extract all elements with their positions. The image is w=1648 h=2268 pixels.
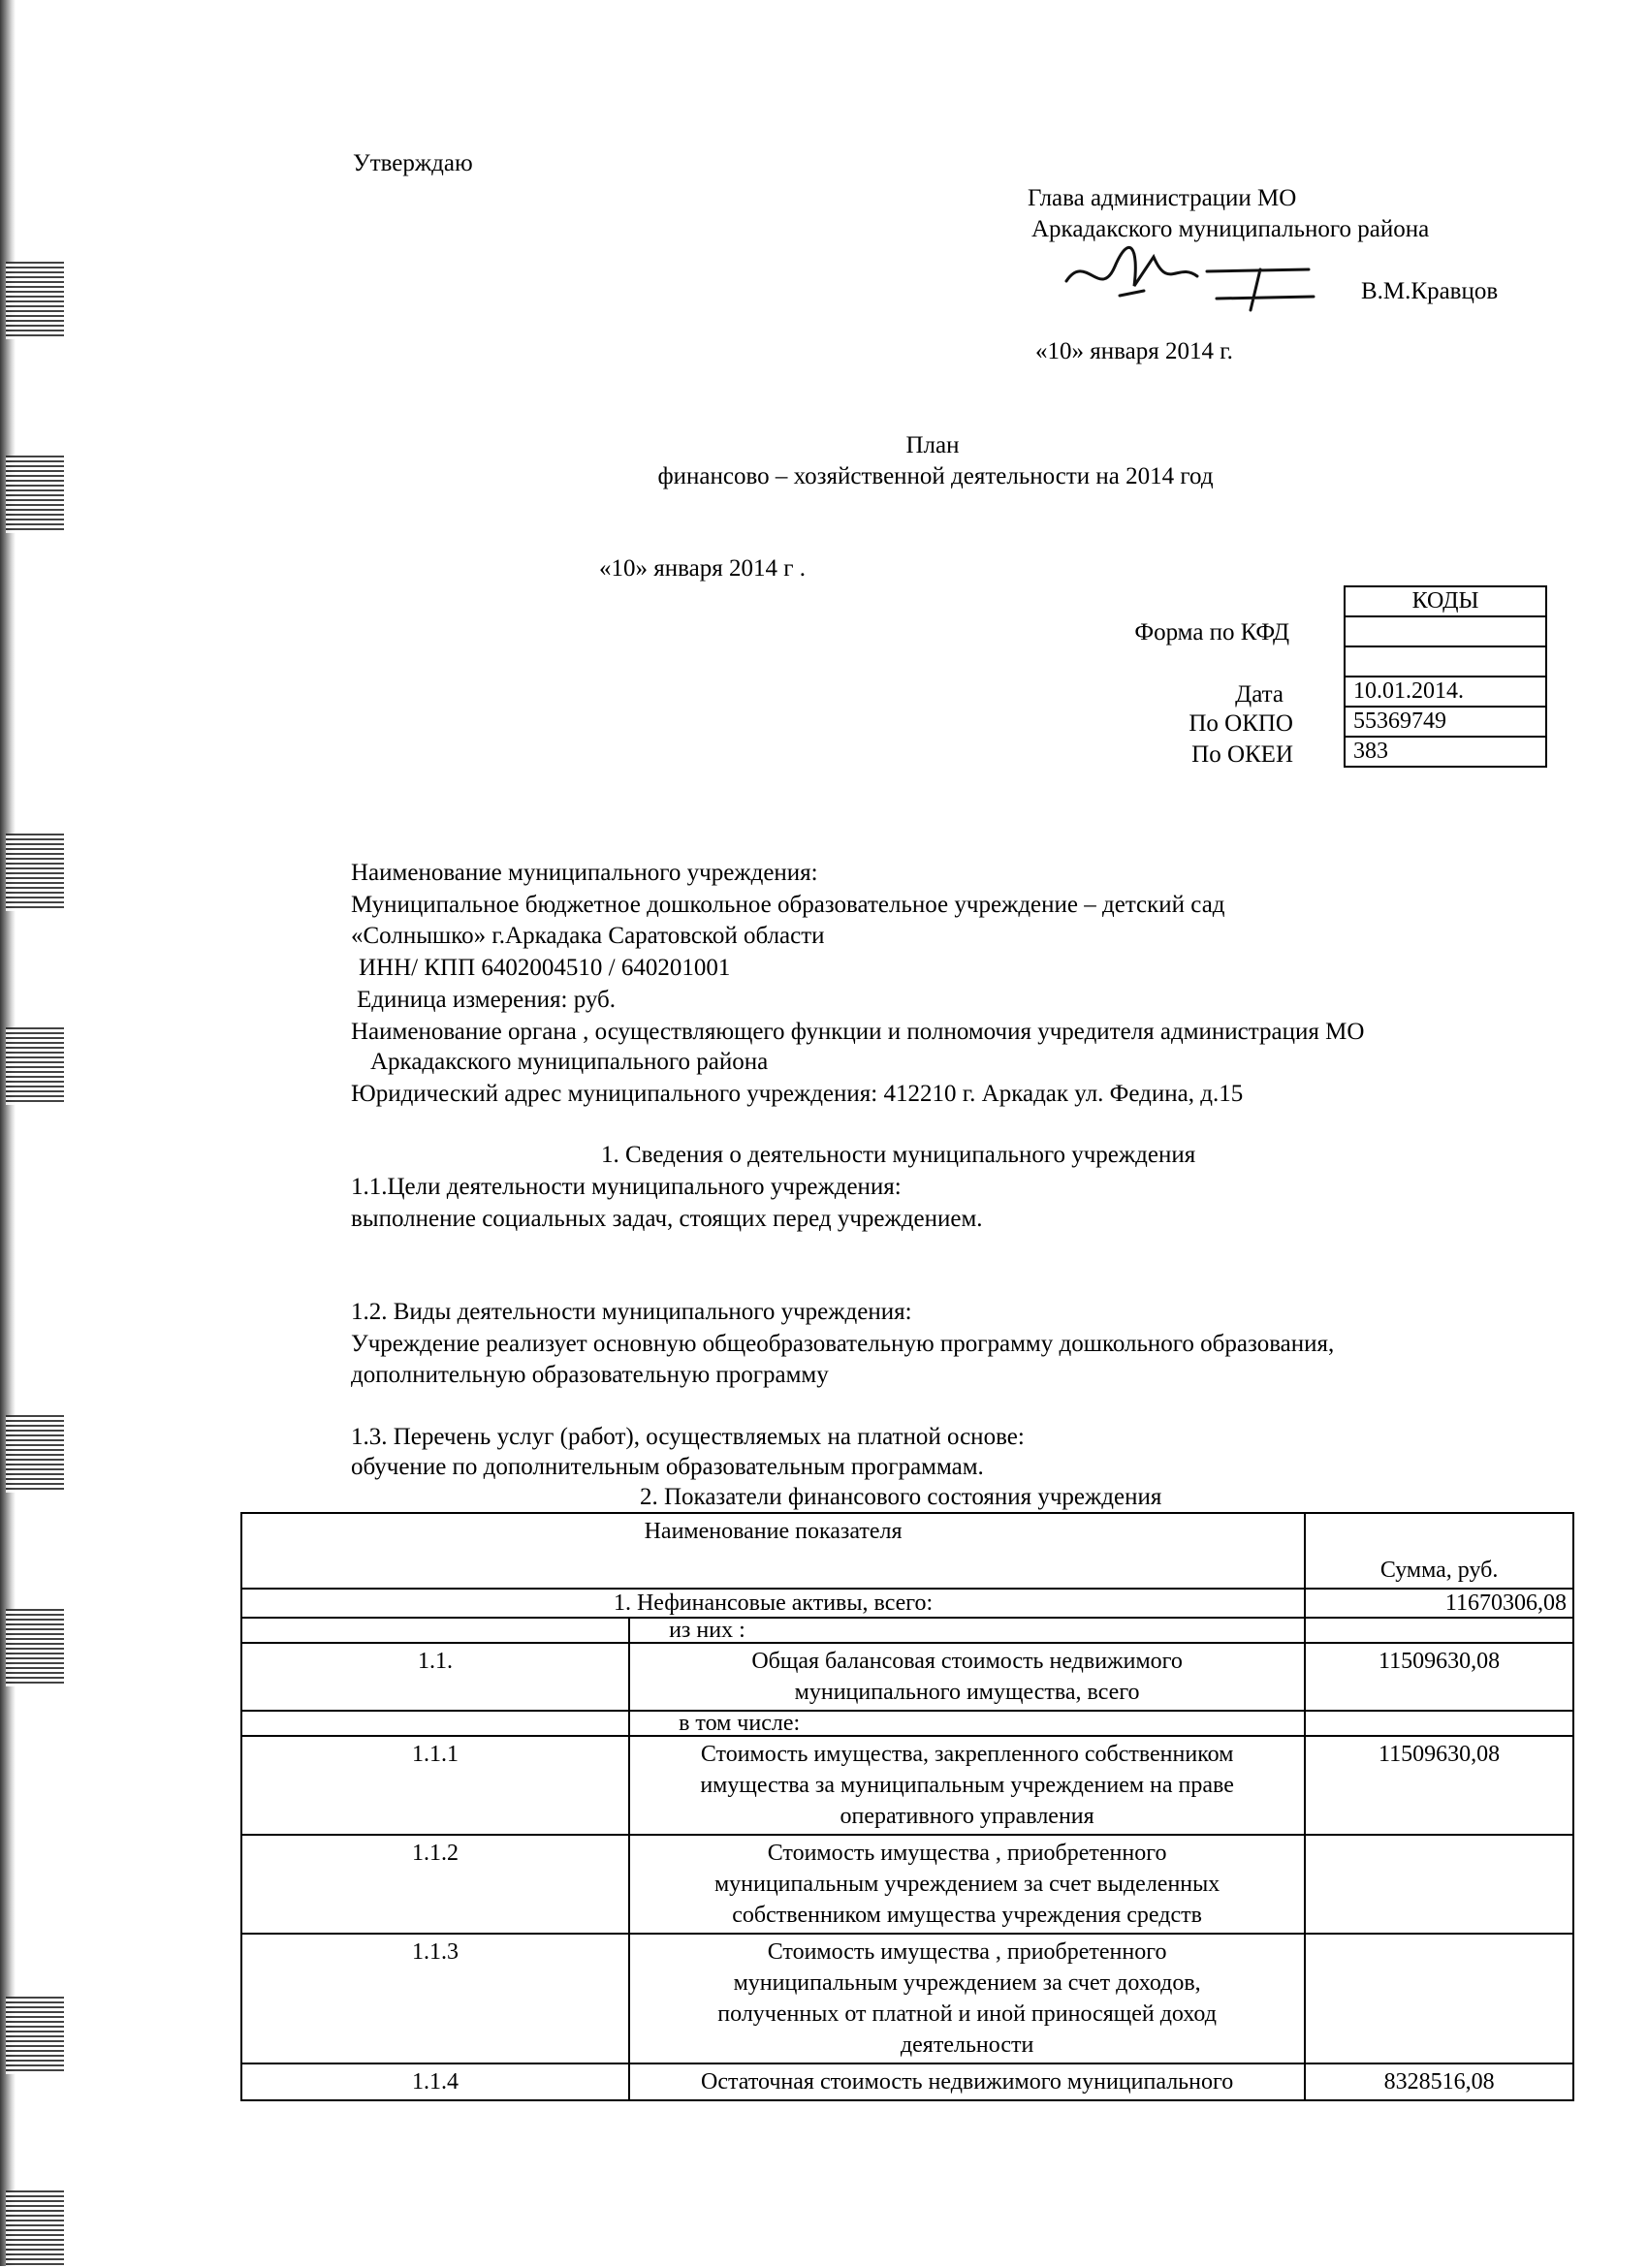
row-value bbox=[1305, 1835, 1573, 1934]
codes-label-okpo: По ОКПО bbox=[1188, 710, 1293, 737]
financial-indicators-table bbox=[240, 1512, 1574, 2101]
scan-punch-mark bbox=[6, 1027, 64, 1105]
row-code: 1.1. bbox=[241, 1643, 629, 1711]
scan-punch-mark bbox=[6, 2190, 64, 2268]
table-row bbox=[241, 1643, 1573, 1711]
table-row bbox=[241, 1934, 1573, 2063]
measurement-unit: Единица измерения: руб. bbox=[357, 987, 617, 1013]
activities-label: 1.2. Виды деятельности муниципального учреждения: bbox=[351, 1299, 912, 1325]
institution-name-label: Наименование муниципального учреждения: bbox=[351, 860, 818, 886]
scan-punch-mark bbox=[6, 1609, 64, 1686]
signer-name: В.М.Кравцов bbox=[1361, 278, 1499, 304]
table-row-including bbox=[241, 1711, 1573, 1736]
total-label: 1. Нефинансовые активы, всего: bbox=[241, 1589, 1305, 1618]
section2-heading: 2. Показатели финансового состояния учреждения bbox=[640, 1484, 1162, 1510]
scan-punch-mark bbox=[6, 1415, 64, 1493]
total-value: 11670306,08 bbox=[1305, 1589, 1573, 1618]
row-code: 1.1.3 bbox=[241, 1934, 629, 2063]
codes-value-okei: 383 bbox=[1345, 737, 1546, 767]
codes-header: КОДЫ bbox=[1345, 586, 1546, 616]
row-value: 8328516,08 bbox=[1305, 2063, 1573, 2100]
table-row bbox=[241, 2063, 1573, 2100]
scan-punch-mark bbox=[6, 1997, 64, 2074]
table-row bbox=[241, 1835, 1573, 1934]
table-header-row bbox=[241, 1513, 1573, 1589]
codes-table bbox=[1344, 585, 1547, 768]
founder-line1: Наименование органа , осуществляющего функции и полномочия учредителя администрация МО bbox=[351, 1019, 1365, 1045]
row-code: 1.1.1 bbox=[241, 1736, 629, 1835]
row-code: 1.1.2 bbox=[241, 1835, 629, 1934]
scan-punch-mark bbox=[6, 262, 64, 339]
plan-date: «10» января 2014 г . bbox=[599, 555, 806, 582]
legal-address: Юридический адрес муниципального учреждения: 412210 г. Аркадак ул. Федина, д.15 bbox=[351, 1081, 1244, 1107]
codes-label-form: Форма по КФД bbox=[1134, 619, 1289, 646]
row-name: Стоимость имущества, закрепленного собственником имущества за муниципальным учреждением на праве оперативного управления bbox=[629, 1736, 1305, 1835]
scan-punch-mark bbox=[6, 834, 64, 911]
row-value: 11509630,08 bbox=[1305, 1736, 1573, 1835]
row-name: Стоимость имущества , приобретенного муниципальным учреждением за счет доходов, полученных от платной и иной приносящей доход деятельности bbox=[629, 1934, 1305, 2063]
institution-name-line2: «Солнышко» г.Аркадака Саратовской области bbox=[351, 923, 825, 949]
row-code: 1.1.4 bbox=[241, 2063, 629, 2100]
including-label: в том числе: bbox=[629, 1711, 1305, 1736]
approver-position-line1: Глава администрации МО bbox=[1028, 185, 1297, 211]
activities-line2: дополнительную образовательную программу bbox=[351, 1362, 829, 1388]
services-text: обучение по дополнительным образовательным программам. bbox=[351, 1454, 984, 1480]
section1-heading: 1. Сведения о деятельности муниципального учреждения bbox=[601, 1142, 1196, 1168]
codes-value-okpo: 55369749 bbox=[1345, 707, 1546, 737]
scan-left-edge bbox=[0, 0, 16, 2266]
codes-value-form bbox=[1345, 616, 1546, 646]
of-them-label: из них : bbox=[629, 1618, 1305, 1643]
codes-value-blank bbox=[1345, 646, 1546, 677]
founder-line2: Аркадакского муниципального района bbox=[370, 1049, 769, 1075]
document-title: План bbox=[905, 432, 960, 458]
goals-text: выполнение социальных задач, стоящих перед учреждением. bbox=[351, 1206, 983, 1232]
institution-name-line1: Муниципальное бюджетное дошкольное образовательное учреждение – детский сад bbox=[351, 892, 1225, 918]
approve-label: Утверждаю bbox=[353, 150, 473, 176]
activities-line1: Учреждение реализует основную общеобразовательную программу дошкольного образования, bbox=[351, 1331, 1335, 1357]
services-label: 1.3. Перечень услуг (работ), осуществляемых на платной основе: bbox=[351, 1424, 1025, 1450]
goals-label: 1.1.Цели деятельности муниципального учреждения: bbox=[351, 1174, 902, 1200]
inn-kpp: ИНН/ КПП 6402004510 / 640201001 bbox=[359, 955, 731, 981]
handwritten-signature bbox=[1062, 242, 1323, 320]
row-value bbox=[1305, 1934, 1573, 2063]
table-row bbox=[241, 1736, 1573, 1835]
col-header-sum: Сумма, руб. bbox=[1305, 1513, 1573, 1589]
table-row-total bbox=[241, 1589, 1573, 1618]
approval-date: «10» января 2014 г. bbox=[1035, 338, 1233, 364]
document-subtitle: финансово – хозяйственной деятельности на 2014 год bbox=[657, 463, 1214, 489]
row-name: Общая балансовая стоимость недвижимого муниципального имущества, всего bbox=[629, 1643, 1305, 1711]
approver-position-line2: Аркадакского муниципального района bbox=[1031, 216, 1430, 242]
table-row-of-them bbox=[241, 1618, 1573, 1643]
row-value: 11509630,08 bbox=[1305, 1643, 1573, 1711]
col-header-name: Наименование показателя bbox=[241, 1513, 1305, 1589]
codes-value-date: 10.01.2014. bbox=[1345, 677, 1546, 707]
row-name: Остаточная стоимость недвижимого муниципального bbox=[629, 2063, 1305, 2100]
codes-label-okei: По ОКЕИ bbox=[1191, 741, 1293, 768]
row-name: Стоимость имущества , приобретенного муниципальным учреждением за счет выделенных собственником имущества учреждения средств bbox=[629, 1835, 1305, 1934]
codes-label-date: Дата bbox=[1235, 681, 1284, 708]
